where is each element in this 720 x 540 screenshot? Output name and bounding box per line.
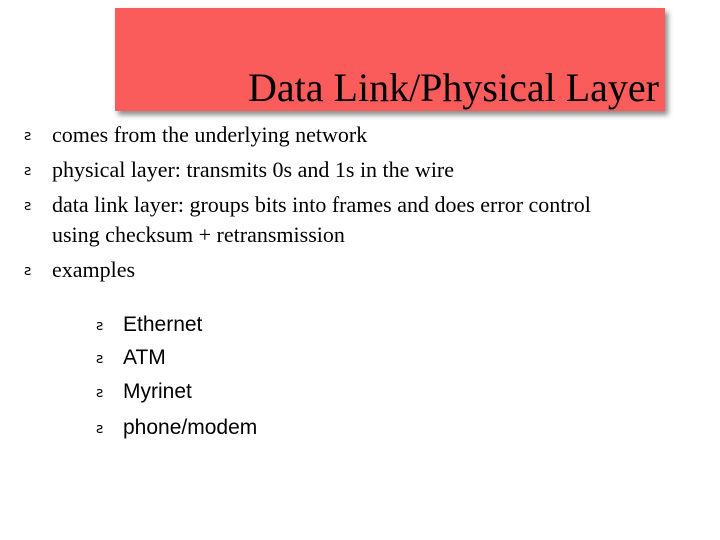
bullet-text-line2: using checksum + retransmission [52, 222, 345, 247]
z-bullet-icon: ꙅ [96, 385, 104, 401]
z-bullet-icon: ꙅ [96, 421, 104, 437]
z-bullet-icon: ꙅ [24, 263, 32, 279]
bullet-text: physical layer: transmits 0s and 1s in the wire [52, 157, 455, 182]
sub-bullet-text: phone/modem [123, 416, 258, 439]
bullet-text: examples [52, 257, 136, 282]
sub-bullet-text: Ethernet [123, 313, 203, 336]
z-bullet-icon: ꙅ [24, 163, 32, 179]
sub-bullet-text: ATM [123, 346, 166, 369]
bullet-text: comes from the underlying network [52, 122, 368, 147]
z-bullet-icon: ꙅ [96, 351, 104, 367]
z-bullet-icon: ꙅ [96, 318, 104, 334]
title-box [115, 8, 665, 111]
z-bullet-icon: ꙅ [24, 128, 32, 144]
bullet-text-line1: data link layer: groups bits into frames and does error control [52, 192, 591, 217]
slide-title: Data Link/Physical Layer [248, 65, 659, 110]
sub-bullet-text: Myrinet [123, 380, 192, 403]
z-bullet-icon: ꙅ [24, 198, 32, 214]
